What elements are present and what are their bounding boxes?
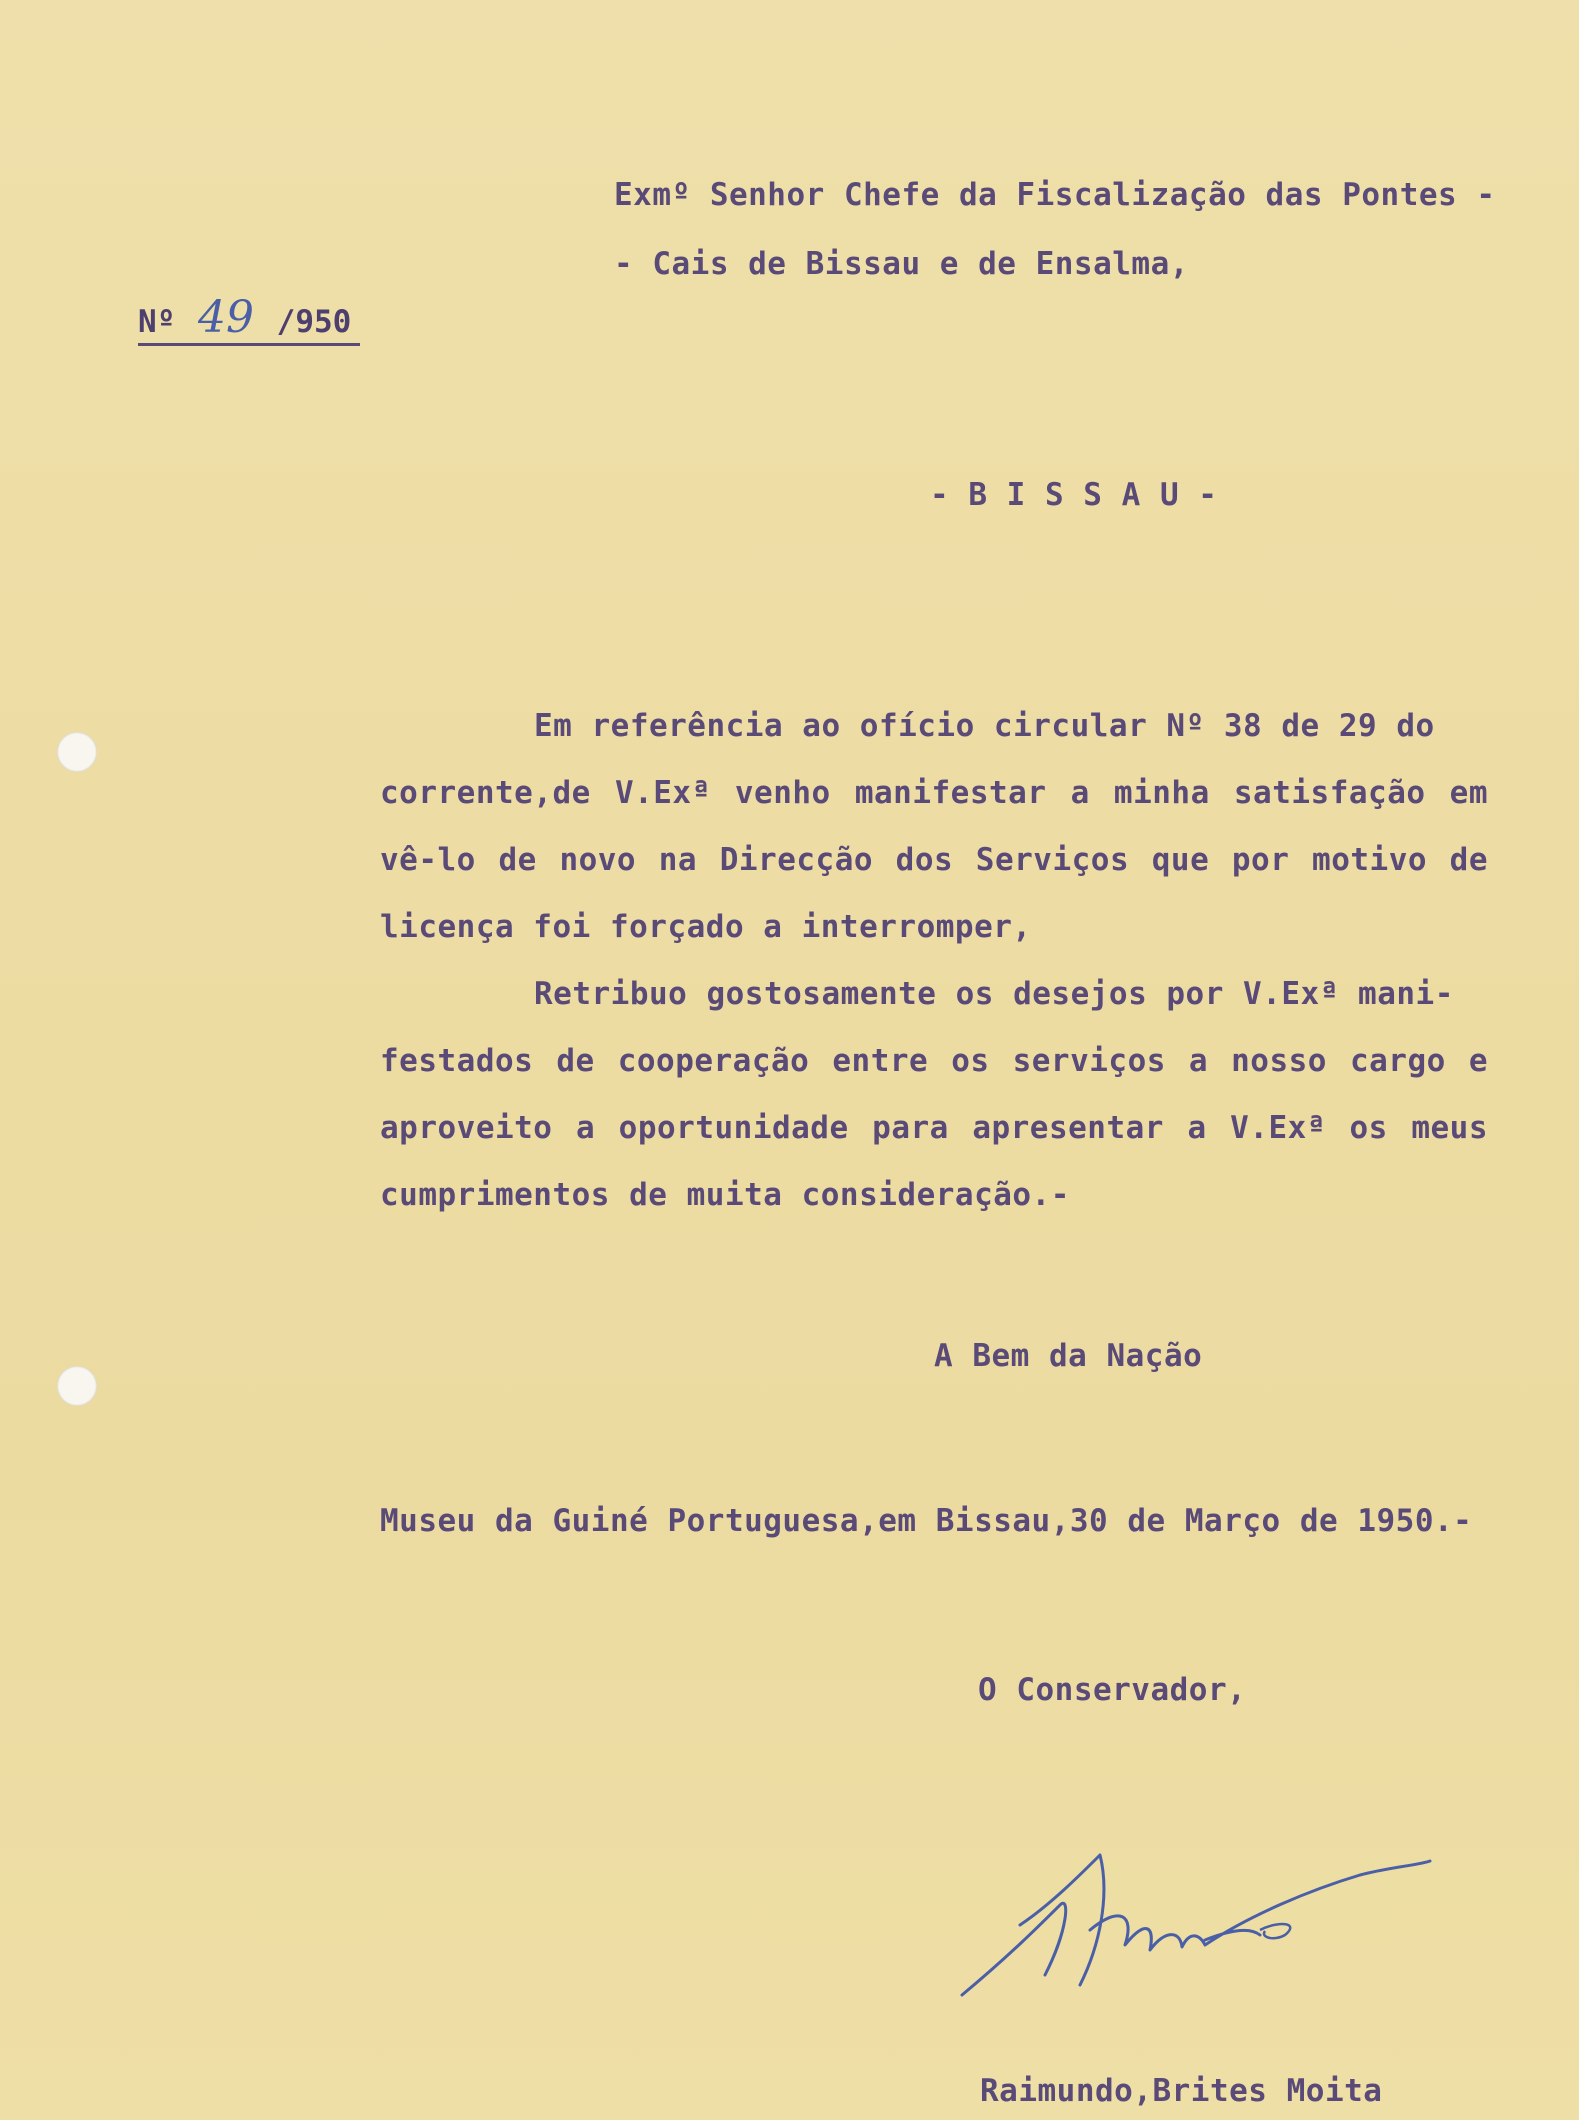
ref-number-handwritten: 49: [198, 292, 254, 343]
salutation: A Bem da Nação: [934, 1338, 1203, 1374]
body-p1-line-2: corrente,de V.Exª venho manifestar a minha satisfação em: [380, 775, 1488, 811]
city-heading: [930, 477, 1217, 513]
signature-icon: [950, 1835, 1450, 2015]
body-p2-line-4: cumprimentos de muita consideração.-: [380, 1177, 1070, 1213]
body-p2-line-2: festados de cooperação entre os serviços a nosso cargo e: [380, 1043, 1488, 1079]
reference-number: [138, 292, 351, 343]
body-p1-line-3: vê-lo de novo na Direcção dos Serviços que por motivo de: [380, 842, 1488, 878]
body-p2-line-3: aproveito a oportunidade para apresentar a V.Exª os meus: [380, 1110, 1488, 1146]
punch-hole-top: [57, 732, 97, 772]
addressee-line-2: - Cais de Bissau e de Ensalma,: [614, 246, 1189, 282]
body-p1-line-1: Em referência ao ofício circular Nº 38 de 29 do: [534, 708, 1435, 744]
ref-prefix: Nº: [138, 304, 176, 340]
city-text: - B I S S A U -: [930, 477, 1218, 513]
body-p2-line-1: Retribuo gostosamente os desejos por V.Exª mani-: [534, 976, 1454, 1012]
ref-underline: [138, 343, 360, 346]
signer-name: Raimundo,Brites Moita: [980, 2073, 1383, 2109]
place-date: Museu da Guiné Portuguesa,em Bissau,30 de Março de 1950.-: [380, 1503, 1473, 1539]
punch-hole-bottom: [57, 1366, 97, 1406]
signer-role: O Conservador,: [978, 1672, 1247, 1708]
addressee-line-1: Exmº Senhor Chefe da Fiscalização das Pontes -: [614, 177, 1496, 213]
ref-year: /950: [276, 304, 352, 340]
body-p1-line-4: licença foi forçado a interromper,: [380, 909, 1032, 945]
